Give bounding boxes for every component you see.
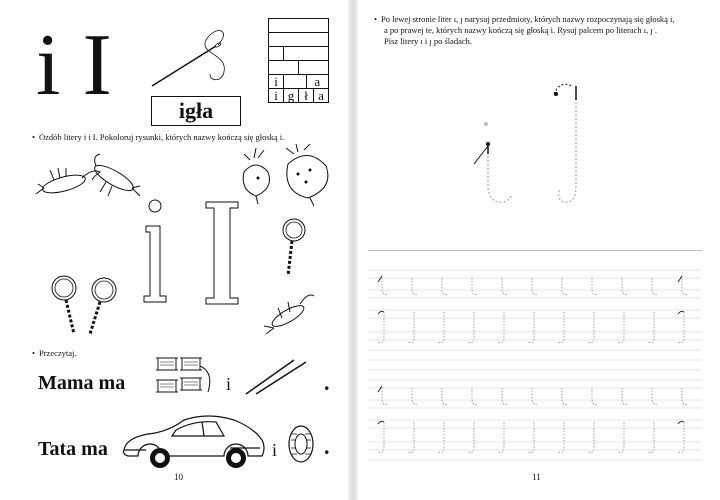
tracing-row-j	[368, 416, 702, 464]
instruction-line-3: Pisz litery ı i ȷ po śladach.	[384, 36, 473, 46]
thread-spool-icon	[152, 356, 218, 398]
tracing-row-i	[368, 376, 702, 412]
word-box: igła	[151, 96, 241, 126]
tracing-row-i	[368, 266, 702, 302]
lollipop-icon	[44, 272, 134, 338]
page-number-right: 11	[532, 472, 541, 482]
radish-icon	[238, 144, 338, 206]
instruction-line-1: • Po lewej stronie liter ı, ȷ narysuj przedmioty, których nazwy rozpoczynają się głoską i,	[374, 14, 675, 24]
grid-cell: a	[314, 89, 329, 103]
grid-cell: g	[284, 89, 299, 103]
grid-cell: i	[269, 75, 284, 89]
tracing-letter-cursive-j	[546, 76, 596, 216]
needle-icon	[144, 24, 254, 94]
instruction-decorate: • Ozdób litery i i I. Pokoloruj rysunki, których nazwy kończą się głoską i.	[32, 132, 284, 142]
car-icon	[120, 410, 266, 472]
sentence-tata: Tata ma	[38, 438, 108, 460]
sentence-tata-end: i	[272, 440, 278, 460]
instruction-read: • Przeczytaj.	[32, 348, 77, 358]
grid-cell: ł	[299, 89, 314, 103]
book-gutter	[348, 0, 358, 500]
sentence-mama-end: i	[226, 374, 232, 394]
period: .	[324, 370, 330, 395]
crayfish-icon	[34, 152, 144, 210]
needle-icon	[242, 356, 312, 396]
grid-cell	[284, 75, 307, 89]
lollipop-icon	[274, 216, 314, 278]
outline-letter-small-i	[140, 196, 170, 306]
tracing-letter-cursive-i	[470, 114, 520, 214]
right-page	[360, 4, 714, 496]
left-page	[6, 4, 346, 496]
tire-icon	[286, 424, 316, 464]
separator	[368, 250, 702, 251]
grid-cell: a	[306, 75, 329, 89]
page-number-left: 10	[174, 472, 183, 482]
tracing-row-j	[368, 306, 702, 354]
sentence-mama: Mama ma	[38, 372, 126, 394]
letter-grid	[268, 18, 329, 103]
outline-letter-big-i	[202, 198, 242, 310]
instruction-line-2: a po prawej te, których nazwy kończą się głoską i. Rysuj palcem po literach ı, ȷ .	[384, 25, 657, 35]
period: .	[324, 434, 330, 459]
blank-lines	[368, 356, 702, 376]
big-letters: i I	[36, 17, 112, 114]
crayfish-icon	[260, 288, 316, 338]
grid-cell: i	[269, 89, 284, 103]
